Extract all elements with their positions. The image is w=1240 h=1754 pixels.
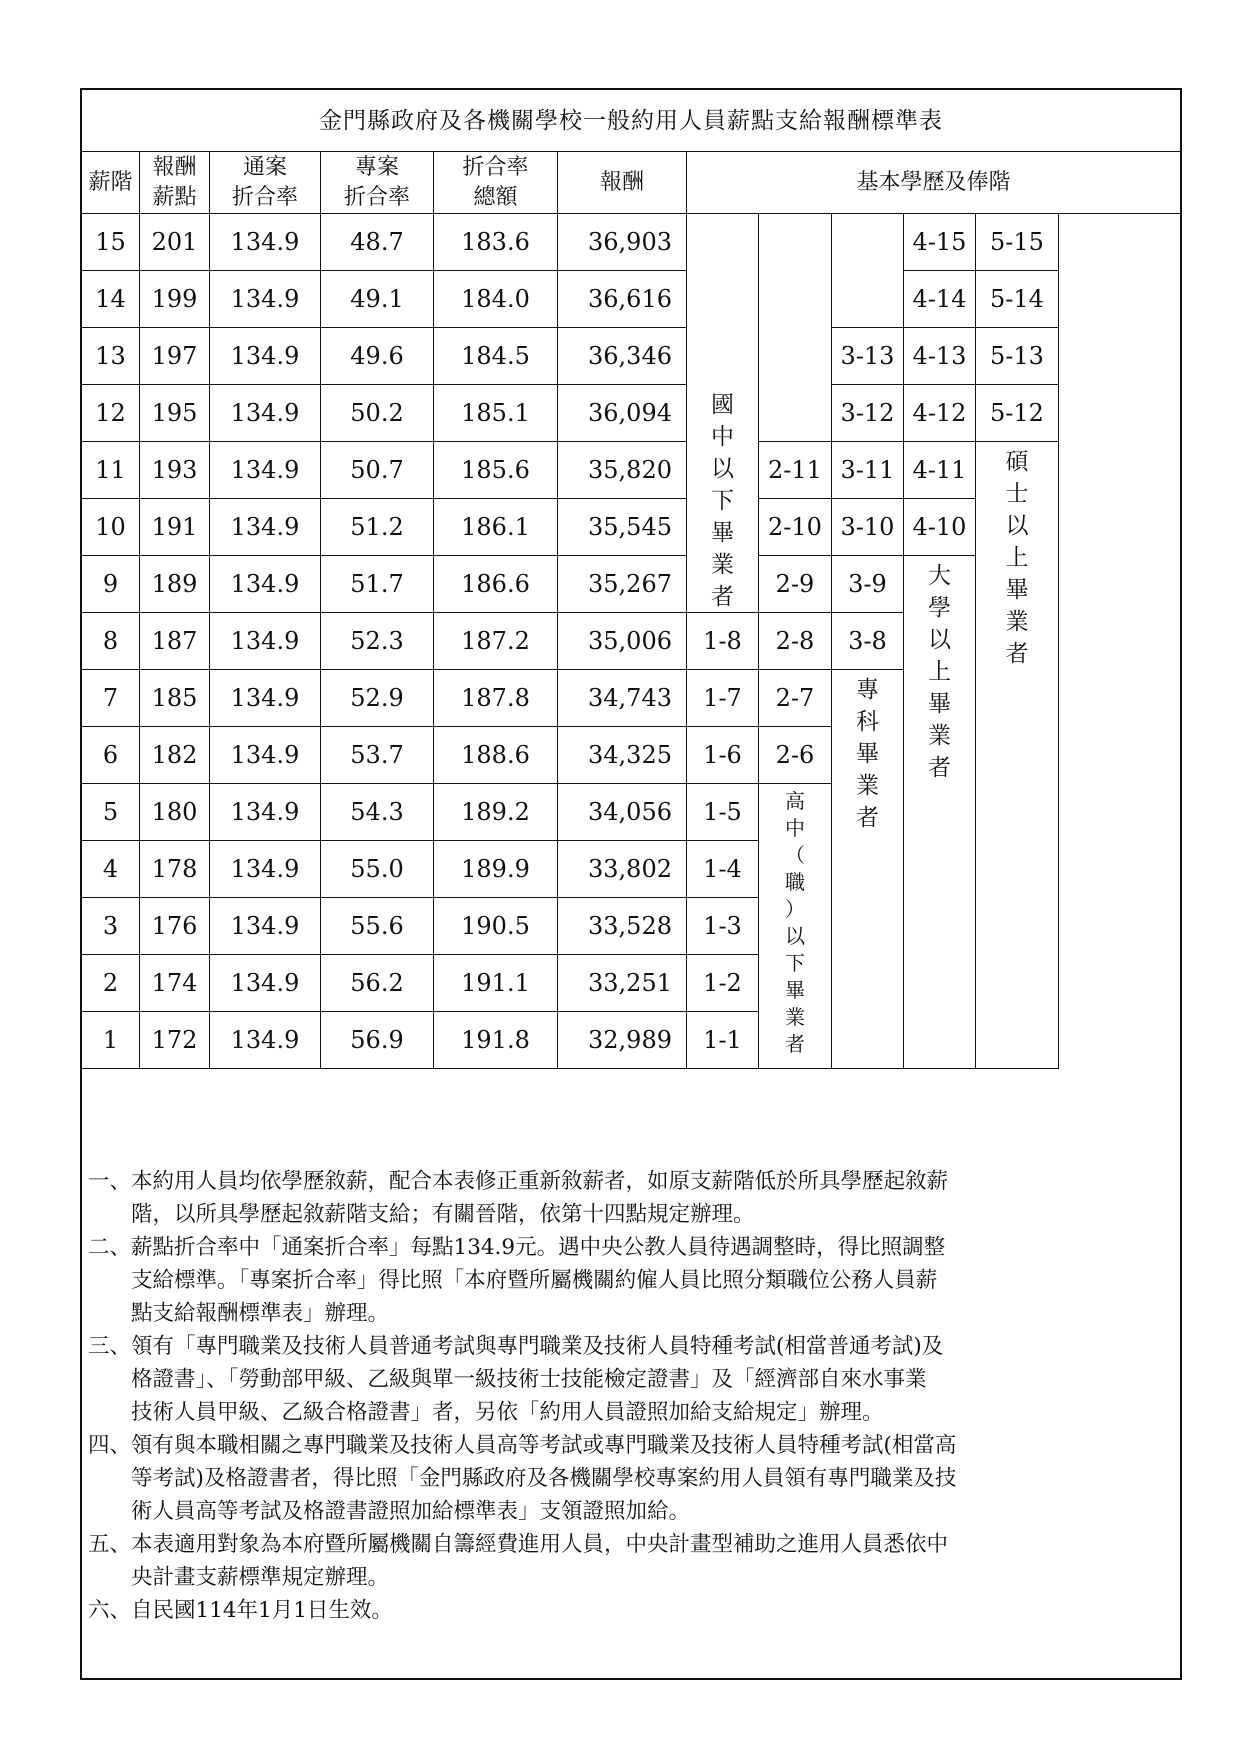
cell-pay: 35,006 bbox=[558, 613, 687, 670]
cell-grade: 1 bbox=[82, 1012, 140, 1069]
cell-points: 197 bbox=[140, 328, 210, 385]
education-step-cell: 5-12 bbox=[976, 385, 1059, 442]
education-step-cell: 5-14 bbox=[976, 271, 1059, 328]
note-line: 薪點折合率中「通案折合率」每點134.9元。遇中央公教人員待遇調整時，得比照調整 bbox=[131, 1235, 946, 1260]
cell-points: 180 bbox=[140, 784, 210, 841]
cell-points: 172 bbox=[140, 1012, 210, 1069]
header-line: 基本學歷及俸階 bbox=[856, 169, 1011, 195]
cell-points: 193 bbox=[140, 442, 210, 499]
note-line: 階，以所具學歷起敘薪階支給；有關晉階，依第十四點規定辦理。 bbox=[131, 1202, 755, 1227]
cell-general: 134.9 bbox=[210, 784, 321, 841]
education-step-cell: 3-13 bbox=[832, 328, 904, 385]
note-marker: 六、 bbox=[88, 1598, 132, 1623]
education-label-text: 碩 士 以 上 畢 業 者 bbox=[1005, 449, 1029, 667]
cell-pay: 33,802 bbox=[558, 841, 687, 898]
header-line: 通案 bbox=[242, 154, 287, 180]
cell-grade: 10 bbox=[82, 499, 140, 556]
note-marker: 五、 bbox=[88, 1532, 132, 1557]
education-label-text: 高 中 （ 職 ） 以 下 畢 業 者 bbox=[785, 789, 805, 1056]
header-general-rate bbox=[210, 152, 321, 214]
cell-pay: 34,056 bbox=[558, 784, 687, 841]
note-text bbox=[131, 1330, 1176, 1429]
education-step-cell: 4-13 bbox=[904, 328, 976, 385]
cell-points: 185 bbox=[140, 670, 210, 727]
cell-project: 49.1 bbox=[321, 271, 434, 328]
education-step-cell: 1-4 bbox=[687, 841, 759, 898]
education-label-1 bbox=[687, 214, 759, 613]
cell-general: 134.9 bbox=[210, 214, 321, 271]
cell-grade: 14 bbox=[82, 271, 140, 328]
header-line: 折合率 bbox=[231, 184, 298, 210]
cell-general: 134.9 bbox=[210, 727, 321, 784]
cell-grade: 13 bbox=[82, 328, 140, 385]
note-text bbox=[131, 1594, 1176, 1627]
cell-points: 176 bbox=[140, 898, 210, 955]
education-step-cell: 4-12 bbox=[904, 385, 976, 442]
note-item bbox=[88, 1429, 1176, 1528]
cell-points: 178 bbox=[140, 841, 210, 898]
cell-points: 174 bbox=[140, 955, 210, 1012]
header-line: 折合率 bbox=[462, 154, 529, 180]
education-step-cell: 5-13 bbox=[976, 328, 1059, 385]
cell-project: 49.6 bbox=[321, 328, 434, 385]
cell-pay: 36,094 bbox=[558, 385, 687, 442]
note-line: 自民國114年1月1日生效。 bbox=[131, 1598, 393, 1623]
header-total-rate bbox=[434, 152, 558, 214]
cell-general: 134.9 bbox=[210, 841, 321, 898]
education-label-text: 專 科 畢 業 者 bbox=[856, 677, 879, 831]
cell-pay: 35,267 bbox=[558, 556, 687, 613]
header-line: 總額 bbox=[473, 184, 518, 210]
note-item bbox=[88, 1330, 1176, 1429]
education-step-cell: 3-10 bbox=[832, 499, 904, 556]
cell-project: 52.9 bbox=[321, 670, 434, 727]
cell-project: 50.7 bbox=[321, 442, 434, 499]
cell-grade: 5 bbox=[82, 784, 140, 841]
education-step-cell: 1-1 bbox=[687, 1012, 759, 1069]
note-line: 點支給報酬標準表」辦理。 bbox=[131, 1301, 390, 1326]
cell-total: 191.8 bbox=[434, 1012, 558, 1069]
cell-general: 134.9 bbox=[210, 328, 321, 385]
cell-total: 184.5 bbox=[434, 328, 558, 385]
cell-points: 199 bbox=[140, 271, 210, 328]
cell-project: 56.2 bbox=[321, 955, 434, 1012]
cell-total: 188.6 bbox=[434, 727, 558, 784]
cell-total: 183.6 bbox=[434, 214, 558, 271]
header-education bbox=[687, 152, 1180, 214]
cell-project: 56.9 bbox=[321, 1012, 434, 1069]
note-text bbox=[131, 1165, 1176, 1231]
cell-general: 134.9 bbox=[210, 442, 321, 499]
education-step-cell: 2-11 bbox=[759, 442, 832, 499]
cell-points: 201 bbox=[140, 214, 210, 271]
education-step-cell: 3-9 bbox=[832, 556, 904, 613]
cell-general: 134.9 bbox=[210, 613, 321, 670]
header-line: 專案 bbox=[354, 154, 399, 180]
note-line: 本表適用對象為本府暨所屬機關自籌經費進用人員，中央計畫型補助之進用人員悉依中 bbox=[131, 1532, 949, 1557]
cell-project: 55.0 bbox=[321, 841, 434, 898]
header-pay bbox=[558, 152, 687, 214]
cell-pay: 36,346 bbox=[558, 328, 687, 385]
education-step-cell: 2-7 bbox=[759, 670, 832, 727]
education-step-cell: 1-5 bbox=[687, 784, 759, 841]
cell-grade: 4 bbox=[82, 841, 140, 898]
education-step-cell: 4-14 bbox=[904, 271, 976, 328]
header-line: 報酬 bbox=[599, 169, 644, 195]
note-item bbox=[88, 1594, 1176, 1627]
cell-pay: 32,989 bbox=[558, 1012, 687, 1069]
education-step-cell: 2-10 bbox=[759, 499, 832, 556]
note-text bbox=[131, 1231, 1176, 1330]
cell-pay: 33,251 bbox=[558, 955, 687, 1012]
note-line: 支給標準。「專案折合率」得比照「本府暨所屬機關約僱人員比照分類職位公務人員薪 bbox=[131, 1268, 938, 1293]
cell-general: 134.9 bbox=[210, 556, 321, 613]
note-item bbox=[88, 1528, 1176, 1594]
note-item bbox=[88, 1165, 1176, 1231]
header-points bbox=[140, 152, 210, 214]
education-step-cell: 3-8 bbox=[832, 613, 904, 670]
education-label-3 bbox=[832, 670, 904, 1069]
cell-grade: 11 bbox=[82, 442, 140, 499]
education-step-cell: 4-15 bbox=[904, 214, 976, 271]
note-line: 央計畫支薪標準規定辦理。 bbox=[131, 1565, 390, 1590]
cell-total: 191.1 bbox=[434, 955, 558, 1012]
note-line: 領有與本職相關之專門職業及技術人員高等考試或專門職業及技術人員特種考試(相當高 bbox=[131, 1433, 957, 1458]
cell-general: 134.9 bbox=[210, 670, 321, 727]
education-label-5 bbox=[976, 442, 1059, 1069]
cell-grade: 15 bbox=[82, 214, 140, 271]
cell-project: 51.7 bbox=[321, 556, 434, 613]
cell-pay: 35,820 bbox=[558, 442, 687, 499]
cell-grade: 6 bbox=[82, 727, 140, 784]
education-empty-cell bbox=[832, 214, 904, 328]
note-text bbox=[131, 1429, 1176, 1528]
note-line: 本約用人員均依學歷敘薪，配合本表修正重新敘薪者，如原支薪階低於所具學歷起敘薪 bbox=[131, 1169, 949, 1194]
cell-total: 184.0 bbox=[434, 271, 558, 328]
cell-points: 182 bbox=[140, 727, 210, 784]
salary-grid bbox=[82, 152, 1180, 1159]
header-line: 折合率 bbox=[343, 184, 410, 210]
cell-total: 187.8 bbox=[434, 670, 558, 727]
education-step-cell: 1-6 bbox=[687, 727, 759, 784]
note-line: 格證書」、「勞動部甲級、乙級與單一級技術士技能檢定證書」及「經濟部自來水事業 bbox=[131, 1367, 927, 1392]
cell-total: 186.1 bbox=[434, 499, 558, 556]
education-step-cell: 3-11 bbox=[832, 442, 904, 499]
cell-general: 134.9 bbox=[210, 271, 321, 328]
cell-total: 190.5 bbox=[434, 898, 558, 955]
cell-general: 134.9 bbox=[210, 499, 321, 556]
cell-general: 134.9 bbox=[210, 1012, 321, 1069]
note-line: 術人員高等考試及格證書證照加給標準表」支領證照加給。 bbox=[131, 1499, 691, 1524]
cell-points: 187 bbox=[140, 613, 210, 670]
cell-general: 134.9 bbox=[210, 955, 321, 1012]
education-step-cell: 2-8 bbox=[759, 613, 832, 670]
cell-project: 53.7 bbox=[321, 727, 434, 784]
education-step-cell: 4-10 bbox=[904, 499, 976, 556]
note-line: 等考試)及格證書者，得比照「金門縣政府及各機關學校專案約用人員領有專門職業及技 bbox=[131, 1466, 957, 1491]
cell-grade: 12 bbox=[82, 385, 140, 442]
education-label-text: 國 中 以 下 畢 業 者 bbox=[711, 392, 734, 610]
education-step-cell: 3-12 bbox=[832, 385, 904, 442]
education-step-cell: 1-3 bbox=[687, 898, 759, 955]
note-marker: 三、 bbox=[88, 1334, 132, 1359]
note-line: 領有「專門職業及技術人員普通考試與專門職業及技術人員特種考試(相當普通考試)及 bbox=[131, 1334, 944, 1359]
cell-total: 189.2 bbox=[434, 784, 558, 841]
cell-pay: 36,903 bbox=[558, 214, 687, 271]
header-line: 薪階 bbox=[88, 169, 133, 195]
education-empty-cell bbox=[759, 214, 832, 442]
cell-grade: 7 bbox=[82, 670, 140, 727]
cell-grade: 8 bbox=[82, 613, 140, 670]
cell-total: 185.1 bbox=[434, 385, 558, 442]
education-step-cell: 1-2 bbox=[687, 955, 759, 1012]
education-step-cell: 2-9 bbox=[759, 556, 832, 613]
note-item bbox=[88, 1231, 1176, 1330]
education-label-4 bbox=[904, 556, 976, 1069]
cell-project: 54.3 bbox=[321, 784, 434, 841]
cell-general: 134.9 bbox=[210, 385, 321, 442]
cell-project: 52.3 bbox=[321, 613, 434, 670]
header-line: 報酬 bbox=[152, 154, 197, 180]
education-label-text: 大 學 以 上 畢 業 者 bbox=[928, 563, 951, 781]
header-grade bbox=[82, 152, 140, 214]
cell-total: 185.6 bbox=[434, 442, 558, 499]
note-marker: 一、 bbox=[88, 1169, 132, 1194]
cell-pay: 33,528 bbox=[558, 898, 687, 955]
cell-pay: 35,545 bbox=[558, 499, 687, 556]
education-step-cell: 2-6 bbox=[759, 727, 832, 784]
cell-pay: 34,325 bbox=[558, 727, 687, 784]
cell-project: 55.6 bbox=[321, 898, 434, 955]
cell-points: 195 bbox=[140, 385, 210, 442]
education-step-cell: 4-11 bbox=[904, 442, 976, 499]
cell-project: 51.2 bbox=[321, 499, 434, 556]
note-marker: 二、 bbox=[88, 1235, 132, 1260]
cell-total: 186.6 bbox=[434, 556, 558, 613]
header-line: 薪點 bbox=[152, 184, 197, 210]
table-title: 金門縣政府及各機關學校一般約用人員薪點支給報酬標準表 bbox=[82, 90, 1180, 152]
cell-points: 189 bbox=[140, 556, 210, 613]
cell-grade: 2 bbox=[82, 955, 140, 1012]
cell-general: 134.9 bbox=[210, 898, 321, 955]
note-line: 技術人員甲級、乙級合格證書」者，另依「約用人員證照加給支給規定」辦理。 bbox=[131, 1400, 884, 1425]
salary-table-sheet bbox=[80, 88, 1182, 1680]
cell-project: 48.7 bbox=[321, 214, 434, 271]
cell-grade: 3 bbox=[82, 898, 140, 955]
education-label-2 bbox=[759, 784, 832, 1069]
note-text bbox=[131, 1528, 1176, 1594]
cell-points: 191 bbox=[140, 499, 210, 556]
cell-grade: 9 bbox=[82, 556, 140, 613]
cell-total: 189.9 bbox=[434, 841, 558, 898]
cell-pay: 34,743 bbox=[558, 670, 687, 727]
header-project-rate bbox=[321, 152, 434, 214]
education-step-cell: 5-15 bbox=[976, 214, 1059, 271]
cell-total: 187.2 bbox=[434, 613, 558, 670]
education-step-cell: 1-7 bbox=[687, 670, 759, 727]
note-marker: 四、 bbox=[88, 1433, 132, 1458]
notes-section bbox=[88, 1165, 1176, 1627]
education-step-cell: 1-8 bbox=[687, 613, 759, 670]
cell-pay: 36,616 bbox=[558, 271, 687, 328]
cell-project: 50.2 bbox=[321, 385, 434, 442]
